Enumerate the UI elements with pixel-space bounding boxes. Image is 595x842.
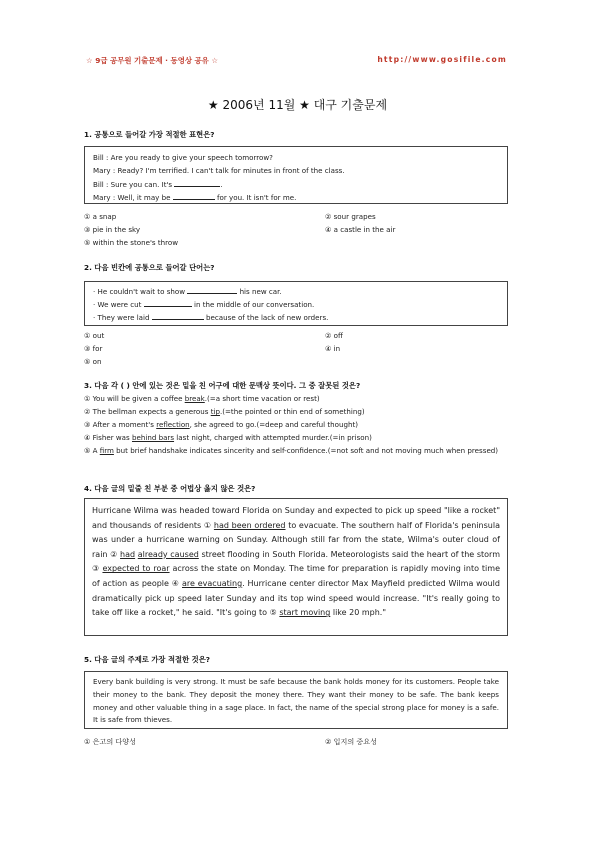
- header-url[interactable]: http://www.gosifile.com: [377, 55, 507, 64]
- list-item: ③ After a moment's reflection, she agreed to go.(=deep and careful thought): [84, 420, 358, 429]
- blank: [152, 311, 204, 320]
- dialogue-line: Mary : Well, it may be for you. It isn't for me.: [93, 192, 297, 202]
- option: ② off: [325, 331, 343, 340]
- blank: [174, 178, 220, 187]
- question-5: 5. 다음 글의 주제로 가장 적절한 것은?: [84, 655, 211, 664]
- page-title: ★ 2006년 11월 ★ 대구 기출문제: [207, 98, 388, 112]
- option: ② 입지의 중요성: [325, 737, 377, 746]
- sentence-line: · We were cut in the middle of our conversation.: [93, 300, 315, 310]
- list-item: ② The bellman expects a generous tip.(=the pointed or thin end of something): [84, 407, 365, 416]
- item-list: [84, 392, 510, 457]
- question-3: 3. 다음 각 ( ) 안에 있는 것은 밑을 친 어구에 대한 문맥상 뜻이다. 그 중 잘못된 것은?: [84, 381, 361, 390]
- option: ① 은고의 다양성: [84, 737, 136, 746]
- option: ③ pie in the sky: [84, 225, 141, 234]
- option: ④ in: [325, 344, 341, 353]
- header-left: ☆ 9급 공무원 기출문제 · 동영상 공유 ☆: [86, 56, 219, 65]
- option: ③ for: [84, 344, 103, 353]
- dialogue-box: [84, 146, 508, 204]
- blank: [187, 285, 237, 294]
- question-4: 4. 다음 글의 밑줄 친 부분 중 어법상 옳지 않은 것은?: [84, 484, 256, 493]
- dialogue-line: Bill : Are you ready to give your speech tomorrow?: [93, 153, 273, 162]
- option: ① out: [84, 331, 105, 340]
- question-2: 2. 다음 빈칸에 공통으로 들어갈 단어는?: [84, 263, 215, 272]
- dialogue-line: Mary : Ready? I'm terrified. I can't talk for minutes in front of the class.: [93, 166, 345, 176]
- option: ② sour grapes: [325, 212, 376, 221]
- blank: [144, 298, 192, 307]
- question-1: 1. 공통으로 들어갈 가장 적절한 표현은?: [84, 130, 215, 139]
- sentence-box: [84, 281, 508, 326]
- sentence-line: · He couldn't wait to show his new car.: [93, 287, 282, 296]
- option: ① a snap: [84, 212, 117, 221]
- option: ④ a castle in the air: [325, 225, 396, 234]
- passage-box: Hurricane Wilma was headed toward Florida on Sunday and expected to pick up speed "like a rocket" and thousands of residents ① had been ordered to evacuate. The southern half of Florida's peninsula was under a hurricane warning on Sunday. Although still far from the state, Wilma's outer cloud of rain ② had already caused street flooding in South Florida. Meteorologists said the heart of the storm ③ expected to roar across the state on Monday. The time for preparation is rapidly moving into time of action as people ④ are evacuating. Hurricane center director Max Mayfield predicted Wilma would dramatically pick up speed later Sunday and its top wind speed would increase. "It's really going to take off like a rocket," he said. "It's going to ⑤ start moving like 20 mph.": [84, 498, 508, 636]
- passage-box: Every bank building is very strong. It must be safe because the bank holds money for its customers. People take their money to the bank. They deposit the money there. They want their money to be safe. The bank keeps money and other valuable thing in a sage place. In fact, the name of the special strong place for money is a safe. It is safe from thieves.: [84, 671, 508, 729]
- sentence-line: · They were laid because of the lack of new orders.: [93, 313, 329, 323]
- option: ⑤ within the stone's throw: [84, 238, 179, 247]
- dialogue-line: Bill : Sure you can. It's .: [93, 179, 223, 189]
- list-item: ⑤ A firm but brief handshake indicates sincerity and self-confidence.(=not soft and not moving much when pressed): [84, 446, 499, 455]
- list-item: ④ Fisher was behind bars last night, charged with attempted murder.(=in prison): [84, 433, 372, 442]
- blank: [173, 191, 215, 200]
- option: ⑤ on: [84, 357, 102, 366]
- list-item: ① You will be given a coffee break.(=a short time vacation or rest): [84, 394, 320, 403]
